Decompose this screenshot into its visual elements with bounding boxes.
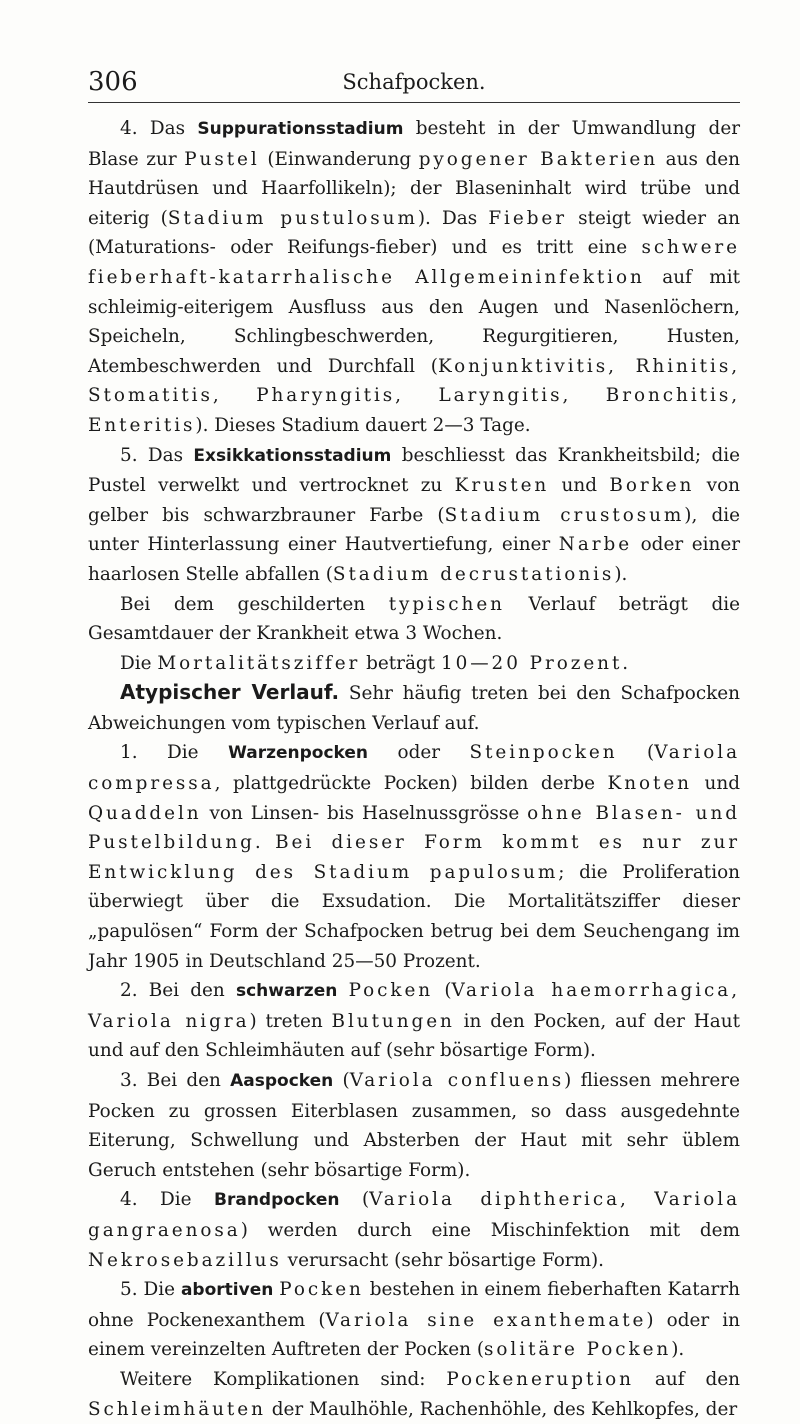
paragraph-mortalitaet: Die Mortalitätsziffer beträgt 10—20 Prozent. (120, 652, 629, 674)
paragraph-komplikationen: Weitere Komplikationen sind: Pockeneruption auf den Schleimhäuten der Maulhöhle, Rachenhöhle, des Kehlkopfes, der (88, 1368, 740, 1420)
paragraph-schwarze-pocken: 2. Bei den schwarzen Pocken (Variola haemorrhagica, Variola nigra) treten Blutungen in den Pocken, auf der Haut und auf den Schleimhäuten auf (sehr bösartige Form). (88, 980, 740, 1062)
paragraph-brandpocken: 4. Die Brandpocken (Variola diphtherica, Variola gangraenosa) werden durch eine Mischinfektion mit dem Nekrosebazillus verursacht (sehr bösartige Form). (88, 1189, 740, 1271)
page-number: 306 (88, 67, 138, 97)
paragraph-warzenpocken: 1. Die Warzenpocken oder Steinpocken (Variola compressa, plattgedrückte Pocken) bilden derbe Knoten und Quaddeln von Linsen- bis Haselnussgrösse ohne Blasen- und Pustelbildung. Bei dieser Form kommt es nur zur Entwicklung des Stadium papulosum; die Proliferation überwiegt über die Exsudation. Die Mortalitätsziffer dieser „papulösen“ Form der Schafpocken betrug bei dem Seuchengang im Jahr 1905 in Deutschland 25—50 Prozent. (88, 742, 740, 972)
paragraph-gesamtdauer: Bei dem geschilderten typischen Verlauf beträgt die Gesamtdauer der Krankheit etwa 3 Wochen. (88, 593, 740, 645)
paragraph-exsikkation: 5. Das Exsikkationsstadium beschliesst das Krankheitsbild; die Pustel verwelkt und vertrocknet zu Krusten und Borken von gelber bis schwarzbrauner Farbe (Stadium crustosum), die unter Hinterlassung einer Hautvertiefung, einer Narbe oder einer haarlosen Stelle abfallen (Stadium decrustationis). (88, 444, 741, 585)
paragraph-abortive-pocken: 5. Die abortiven Pocken bestehen in einem fieberhaften Katarrh ohne Pockenexanthem (Variola sine exanthemate) oder in einem vereinzelten Auftreten der Pocken (solitäre Pocken). (88, 1279, 740, 1361)
running-title: Schafpocken. (342, 70, 486, 94)
page-header (88, 62, 740, 103)
page-body (88, 114, 740, 1424)
paragraph-aaspocken: 3. Bei den Aaspocken (Variola confluens) fliessen mehrere Pocken zu grossen Eiterblasen zusammen, so dass ausgedehnte Eiterung, Schwellung und Absterben der Haut mit sehr üblem Geruch entstehen (sehr bösartige Form). (88, 1070, 740, 1181)
paragraph-atypischer-verlauf: Atypischer Verlauf. Sehr häufig treten bei den Schafpocken Abweichungen vom typischen Verlauf auf. (88, 680, 740, 734)
paragraph-suppuration: 4. Das Suppurationsstadium besteht in der Umwandlung der Blase zur Pustel (Einwanderung pyogener Bakterien aus den Hautdrüsen und Haarfollikeln); der Blaseninhalt wird trübe und eiterig (Stadium pustulosum). Das Fieber steigt wieder an (Maturations- oder Reifungs-fieber) und es tritt eine schwere fieberhaft-katarrhalische Allgemeininfektion auf mit schleimig-eiterigem Ausfluss aus den Augen und Nasenlöchern, Speicheln, Schlingbeschwerden, Regurgitieren, Husten, Atembeschwerden und Durchfall (Konjunktivitis, Rhinitis, Stomatitis, Pharyngitis, Laryngitis, Bronchitis, Enteritis). Dieses Stadium dauert 2—3 Tage. (88, 118, 740, 436)
